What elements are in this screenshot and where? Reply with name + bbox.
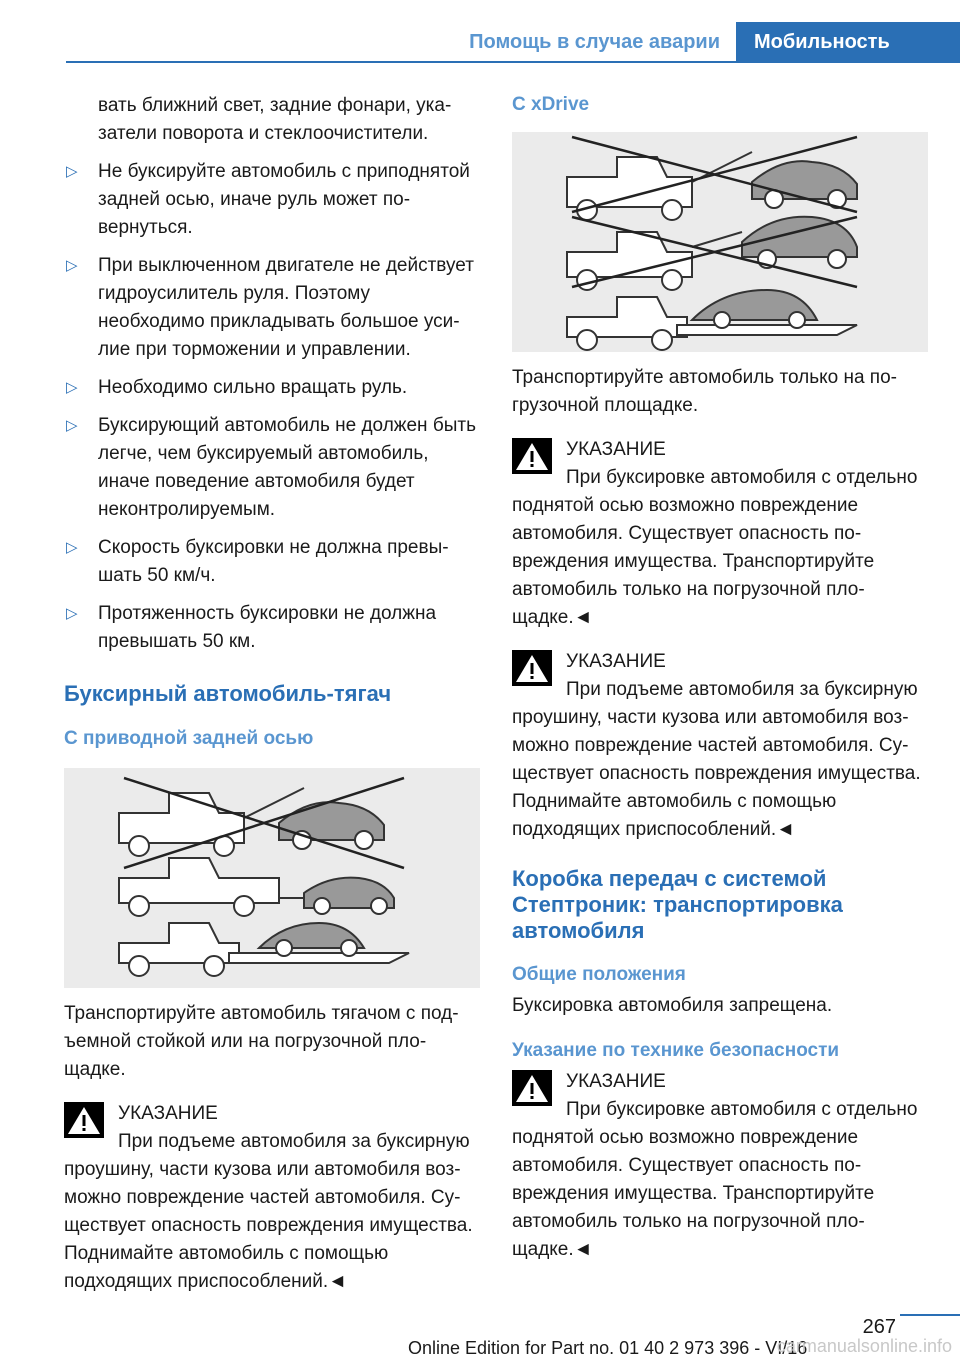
list-item: ▷ Буксирующий автомобиль не должен быть легче, чем буксируемый автомобиль, иначе поведение автомобиля будет неконтролируемым. <box>64 412 480 524</box>
warning-text: При подъеме автомобиля за буксирную проушину, части кузова или автомобиля возможно повреждение частей автомобиля. Существует опасность повреждения имущества. Поднимайте автомобиль с помощью подходящих приспособлений.◄ <box>64 1131 473 1292</box>
warning-block <box>64 1100 480 1296</box>
warning-title: УКАЗАНИЕ <box>566 651 666 672</box>
warning-triangle-icon <box>64 1102 104 1138</box>
left-column <box>64 92 480 1296</box>
footer-rule <box>900 1314 960 1316</box>
list-item: ▷ Не буксируйте автомобиль с приподнятой задней осью, иначе руль может повернуться. <box>64 158 480 242</box>
triangle-right-icon: ▷ <box>66 163 78 180</box>
triangle-right-icon: ▷ <box>66 539 78 556</box>
list-item: ▷ Необходимо сильно вращать руль. <box>64 374 480 402</box>
warning-text: При буксировке автомобиля с отдельно поднятой осью возможно повреждение автомобиля. Существует опасность повреждения имущества. Транспортируйте автомобиль только на погрузочной площадке.◄ <box>512 467 918 628</box>
warning-title: УКАЗАНИЕ <box>566 1071 666 1092</box>
tow-truck-illustration-rwd <box>64 768 480 988</box>
warning-text: При буксировке автомобиля с отдельно поднятой осью возможно повреждение автомобиля. Существует опасность повреждения имущества. Транспортируйте автомобиль только на погрузочной площадке.◄ <box>512 1099 918 1260</box>
subheading-general: Общие положения <box>512 964 686 985</box>
list-item: ▷ Скорость буксировки не должна превышать 50 км/ч. <box>64 534 480 590</box>
heading-tow-vehicle: Буксирный автомобиль-тягач <box>64 681 392 706</box>
tow-truck-drawing <box>64 768 480 988</box>
list-item: ▷ При выключенном двигателе не действует гидроусилитель руля. Поэтому необходимо прикладывать большое усилие при торможении и управлении. <box>64 252 480 364</box>
triangle-right-icon: ▷ <box>66 605 78 622</box>
caption-xdrive: Транспортируйте автомобиль только на погрузочной площадке. <box>512 367 897 416</box>
warning-triangle-icon <box>512 438 552 474</box>
watermark-text: carmanualsonline.info <box>776 1336 952 1356</box>
warning-block <box>512 648 928 844</box>
triangle-right-icon: ▷ <box>66 379 78 396</box>
triangle-right-icon: ▷ <box>66 417 78 434</box>
header-rule <box>66 61 960 63</box>
warning-text: При подъеме автомобиля за буксирную проушину, части кузова или автомобиля возможно повреждение частей автомобиля. Существует опасность повреждения имущества. Поднимайте автомобиль с помощью подходящих приспособлений.◄ <box>512 679 921 840</box>
warning-triangle-icon <box>512 1070 552 1106</box>
right-column <box>512 92 928 1264</box>
heading-steptronic-transport: Коробка передач с системой Стептроник: транспортировка автомобиля <box>512 866 843 943</box>
intro-continuation: вать ближний свет, задние фонари, указатели поворота и стеклоочистители. <box>98 95 452 144</box>
tab-help-accident[interactable]: Помощь в случае аварии <box>469 31 720 53</box>
warning-title: УКАЗАНИЕ <box>566 439 666 460</box>
caption-rwd: Транспортируйте автомобиль тягачом с подъемной стойкой или на погрузочной площадке. <box>64 1003 459 1080</box>
edition-note: Online Edition for Part no. 01 40 2 973 396 - VI/16 <box>408 1338 808 1358</box>
general-text: Буксировка автомобиля запрещена. <box>512 995 833 1016</box>
towing-rules-list <box>64 158 480 656</box>
tow-truck-drawing <box>512 132 928 352</box>
triangle-right-icon: ▷ <box>66 257 78 274</box>
tow-truck-illustration-xdrive <box>512 132 928 352</box>
warning-triangle-icon <box>512 650 552 686</box>
tab-mobility[interactable]: Мобильность <box>736 22 960 62</box>
page-number: 267 <box>862 1316 896 1338</box>
subheading-rear-axle: С приводной задней осью <box>64 728 314 749</box>
warning-title: УКАЗАНИЕ <box>118 1103 218 1124</box>
warning-block <box>512 1068 928 1264</box>
subheading-safety: Указание по технике безопасности <box>512 1040 840 1061</box>
subheading-xdrive: С xDrive <box>512 94 590 115</box>
list-item: ▷ Протяженность буксировки не должна превышать 50 км. <box>64 600 480 656</box>
warning-block <box>512 436 928 632</box>
